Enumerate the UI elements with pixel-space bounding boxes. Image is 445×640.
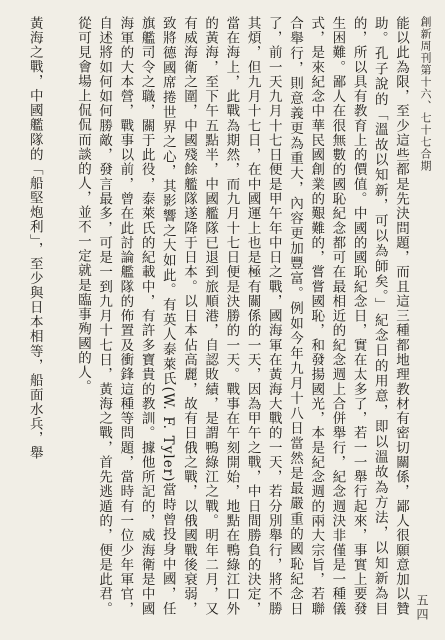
- page-number: 五四: [415, 594, 429, 622]
- running-head: 創新周刊第十六、七十七合期: [419, 16, 432, 172]
- paragraph-1: 能以此為限，至少這些都是先決問題，而且這三種都地理教材有密切關係，鄙人很願意加以贊助。孔子說的「溫故以知新，可以為師矣。」紀念日的用意，即以溫故為方法，以知新為目的，所以具有教育上的價值。中國的國恥紀念日，實在太多了，若一一舉行起來，事實上要發生困難。鄙人在很無數的國恥紀念都可在最相近的紀念週上合併舉行，紀念週決非僅是一種儀式，是來紀念中華民國創業的艱難的，嘗嘗國恥，和發揚國光，本是紀念週的兩大宗旨，若聯合舉行，則意義更為重大，內容更加豐富。例如今年九月十八日當然是最嚴重的國恥紀念日了，前一天九月十七日便是甲午年中日之戰，國海軍在黃海大戰的一天，若分別舉行，將不勝其煩，但九月十七日，在中國運上也是極有關係的一天，因為甲午之戰，中日間勝負的決定，當在海上，此戰為期然，而九月十七日便是決勝的一天。戰事在午刻開始，地點在鴨綠江口外的黃海，至下午五點半，中國艦隊已退到旅順港，自認敗績，是謂鴨綠江之戰。明年二月，又有威海衛之圍，中國殘餘艦隊遂降于日本。以日本佔高麗，故有日俄之戰，以俄國戰後衰弱，致將德國席捲世界之心，其影響之大如此。有英人泰萊氏(W. F. Tyler)當時曾投身中國，任旗艦司令之職，關于此役，泰萊氏的紀載中，有許多寶貴的教訓。據他所記的，威海衛是中國海軍的大本營，戰事以前，曾在此討論艦隊的佈置及衝鋒這種等問題，當時有一位少年軍官，自述將如何如何勝敵，發言最多，可是一到九月十七日，黃海之戰，首先逃遁的，便是此君。從可見會場上侃侃而談的人，並不一定就是臨事殉國的人。: [74, 16, 409, 616]
- body-text: [11, 16, 411, 616]
- paragraph-2: 黃海之戰，中國艦隊的「船堅炮利」，至少與日本相等，船面水兵，舉: [26, 16, 43, 461]
